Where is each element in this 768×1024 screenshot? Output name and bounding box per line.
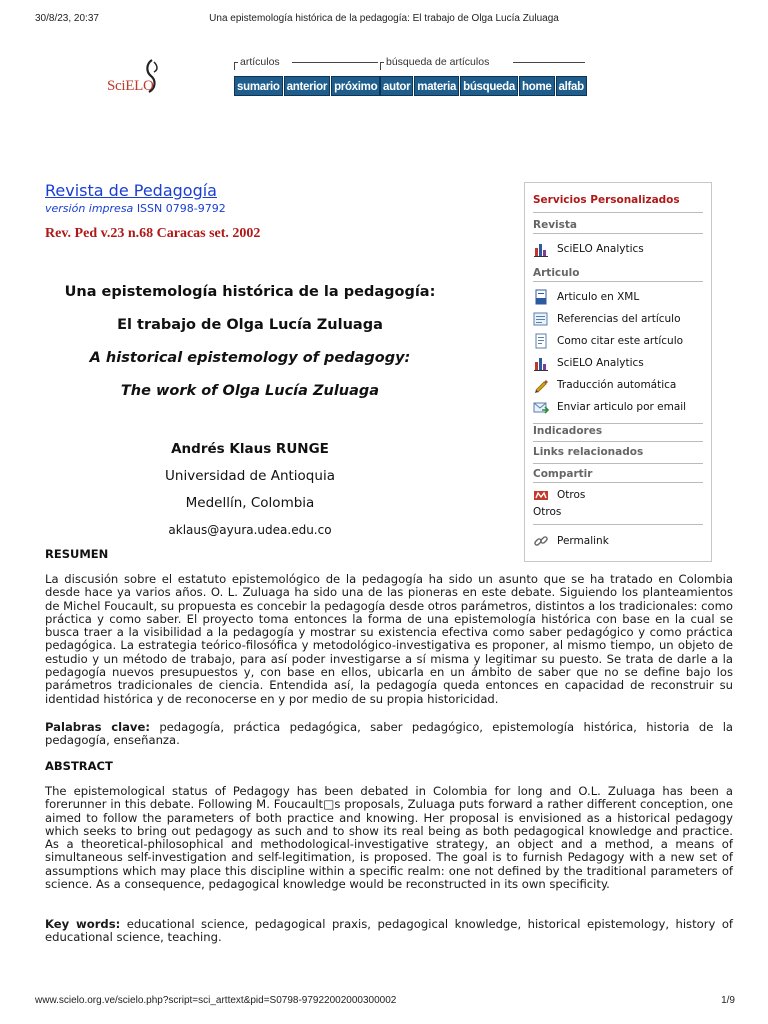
resumen-keywords-text: pedagogía, práctica pedagógica, saber pedagógico, epistemología histórica, historia de la pedagogía, enseñanza.	[45, 720, 734, 748]
scielo-logo[interactable]	[104, 58, 174, 102]
nav-anterior-button[interactable]: anterior	[284, 76, 330, 96]
nav-proximo-button[interactable]: próximo	[331, 76, 380, 96]
sidebar-item-label: Referencias del artículo	[557, 313, 681, 325]
nav-caption-line	[513, 62, 585, 63]
sidebar-item-label: SciELO Analytics	[557, 243, 644, 255]
sidebar-section-links[interactable]: Links relacionados	[533, 446, 644, 458]
sidebar-item-label: Permalink	[557, 535, 609, 547]
sidebar-divider	[533, 463, 703, 464]
nav-home-button[interactable]: home	[519, 76, 554, 96]
article-title-es-line-1: Una epistemología histórica de la pedagogía:	[64, 284, 436, 300]
sidebar-item-permalink[interactable]	[533, 533, 609, 549]
journal-title-link[interactable]: Revista de Pedagogía	[45, 181, 217, 200]
sidebar-item-label: Articulo en XML	[557, 291, 640, 303]
print-header	[0, 13, 768, 29]
journal-version	[45, 202, 226, 215]
sidebar-section-revista: Revista	[533, 219, 578, 231]
sidebar-item-share-otros[interactable]	[533, 487, 585, 503]
nav-search-caption: búsqueda de artículos	[386, 56, 490, 68]
abstract-keywords-label: Key words:	[45, 917, 121, 931]
sidebar-divider	[533, 281, 703, 282]
sidebar-section-articulo: Articulo	[533, 267, 580, 279]
sidebar-item-email[interactable]	[533, 399, 686, 415]
issue-citation: Rev. Ped v.23 n.68 Caracas set. 2002	[45, 226, 261, 241]
abstract-heading: ABSTRACT	[45, 759, 113, 773]
sidebar-divider	[533, 482, 703, 483]
sidebar-divider	[533, 441, 703, 442]
nav-bracket	[234, 62, 235, 70]
bar-chart-icon	[533, 355, 549, 371]
resumen-keywords	[45, 721, 733, 748]
sidebar-item-translate[interactable]	[533, 377, 676, 393]
nav-caption-line	[292, 62, 378, 63]
nav-search	[380, 56, 585, 100]
abstract-text: The epistemological status of Pedagogy has been debated in Colombia for long and O.L. Zuluaga has been a forerunner in this debate. Following M. Foucault□s proposals, Zuluaga puts forward a rather different conception, one aimed to follow the parameters of both practice and knowing. Her proposal is envisioned as a historical pedagogy which seeks to bring out pedagogy as such and to show its real being as both pedagogical knowledge and practice. As a theoretical-philosophical and methodological-investigative strategy, an object and a method, a means of simultaneous self-investigation and self-legitimation, is proposed. The goal is to furnish Pedagogy with a new set of assumptions which may place this discipline within a specific realm: one not defined by the traditional parameters of science. As a consequence, pedagogical knowledge would be reconstructed in its own specificity.	[45, 784, 733, 892]
article-title-en-line-1: A historical epistemology of pedagogy:	[89, 350, 411, 366]
nav-search-buttons	[380, 76, 587, 96]
author-affiliation: Universidad de Antioquia	[165, 468, 335, 484]
nav-busqueda-button[interactable]: búsqueda	[460, 76, 518, 96]
sidebar-item-article-analytics[interactable]	[533, 355, 644, 371]
sidebar-item-references[interactable]	[533, 311, 681, 327]
article-title-es-line-2: El trabajo de Olga Lucía Zuluaga	[117, 317, 383, 333]
print-date: 30/8/23, 20:37	[35, 13, 99, 24]
author-name: Andrés Klaus RUNGE	[171, 441, 329, 457]
sidebar-divider	[533, 524, 703, 525]
references-icon	[533, 311, 549, 327]
sidebar-item-xml[interactable]	[533, 289, 639, 305]
resumen-heading: RESUMEN	[45, 547, 109, 561]
scielo-logo-text: SciELO	[107, 78, 154, 94]
print-url: www.scielo.org.ve/scielo.php?script=sci_arttext&pid=S0798-97922002000300002	[35, 995, 397, 1006]
sidebar-item-revista-analytics[interactable]	[533, 241, 644, 257]
bar-chart-icon	[533, 241, 549, 257]
sidebar-section-compartir: Compartir	[533, 468, 593, 480]
sidebar-section-indicadores[interactable]: Indicadores	[533, 425, 603, 437]
email-send-icon	[533, 399, 549, 415]
sidebar-item-cite[interactable]	[533, 333, 683, 349]
sidebar-share-text: Otros	[533, 506, 562, 518]
nav-caption-line	[234, 62, 238, 63]
nav-autor-button[interactable]: autor	[380, 76, 413, 96]
share-otros-icon	[533, 487, 549, 503]
sidebar-item-label: Traducción automática	[557, 379, 677, 391]
sidebar-item-label: Otros	[557, 489, 586, 501]
abstract-keywords	[45, 918, 733, 945]
nav-materia-button[interactable]: materia	[414, 76, 459, 96]
article-title-en-line-2: The work of Olga Lucía Zuluaga	[120, 383, 380, 399]
journal-issn: ISSN 0798-9792	[136, 202, 226, 215]
sidebar-divider	[533, 212, 703, 213]
sidebar-divider	[533, 233, 703, 234]
permalink-icon	[533, 533, 549, 549]
translate-pen-icon	[533, 377, 549, 393]
sidebar-item-label: SciELO Analytics	[557, 357, 644, 369]
resumen-text: La discusión sobre el estatuto epistemológico de la pedagogía ha sido un asunto que se ha tratado en Colombia desde hace ya varios años. O. L. Zuluaga ha sido una de las pioneras en este debate. Siguiendo los planteamientos de Michel Foucault, su propuesta es concebir la pedagogía desde otros parámetros, distintos a los tradicionales: como práctica y como saber. El proyecto toma entonces la forma de una epistemología histórica con base en la cual se busca traer a la visibilidad a la pedagogía y mostrar su existencia efectiva como saber pedagógico y como práctica pedagógica. La estrategia teórico-filosófica y metodológico-investigativa es proponer, al mismo tiempo, un objeto de estudio y un método de trabajo, para así poder investigarse a sí misma y legitimar su puesto. Se trata de darle a la pedagogía nuevos presupuestos y, con base en ellos, ubicarla en un ámbito de saber que no se define bajo los parámetros tradicionales de ciencia. Entendida así, la pedagogía queda entonces en capacidad de reconstruir su identidad histórica y de reconocerse en y por medio de su propia historicidad.	[45, 572, 733, 706]
sidebar-item-label: Como citar este artículo	[557, 335, 684, 347]
nav-articles-buttons	[234, 76, 380, 96]
abstract-keywords-text: educational science, pedagogical praxis, pedagogical knowledge, historical epistemology, history of educational science, teaching.	[45, 917, 733, 945]
author-location: Medellín, Colombia	[185, 495, 315, 511]
nav-articles-caption: artículos	[240, 56, 280, 68]
nav-bracket	[380, 62, 381, 70]
services-sidebar	[524, 182, 712, 562]
nav-caption-line	[380, 62, 384, 63]
cite-document-icon	[533, 333, 549, 349]
sidebar-item-label: Enviar articulo por email	[557, 401, 687, 413]
author-email-link[interactable]: aklaus@ayura.udea.edu.co	[168, 523, 332, 537]
sidebar-header: Servicios Personalizados	[533, 194, 680, 206]
nav-sumario-button[interactable]: sumario	[234, 76, 283, 96]
nav-alfab-button[interactable]: alfab	[556, 76, 587, 96]
xml-document-icon	[533, 289, 549, 305]
print-title: Una epistemología histórica de la pedagogía: El trabajo de Olga Lucía Zuluaga	[209, 13, 559, 24]
print-page-number: 1/9	[721, 995, 735, 1006]
journal-version-label: versión impresa	[45, 202, 134, 215]
sidebar-divider	[533, 423, 703, 424]
resumen-keywords-label: Palabras clave:	[45, 720, 150, 734]
print-footer	[0, 995, 768, 1011]
nav-articles	[234, 56, 378, 100]
